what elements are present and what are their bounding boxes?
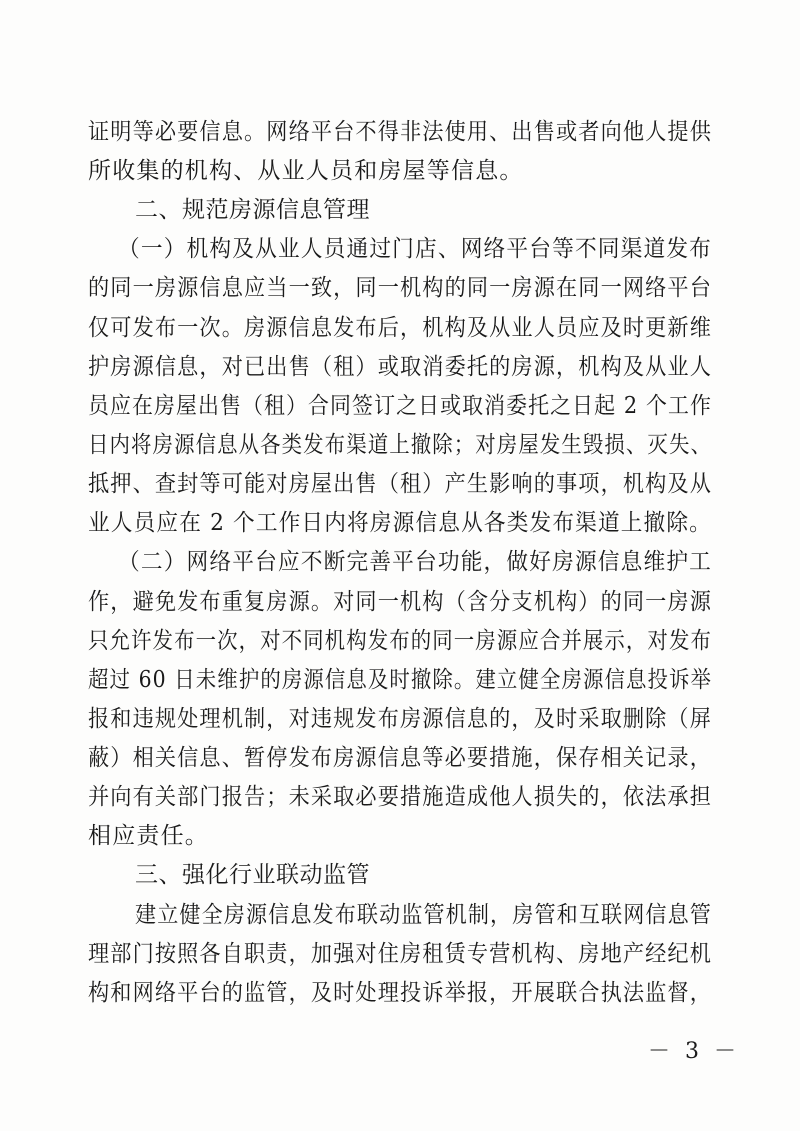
line-text: 只允许发布一次，对不同机构发布的同一房源应合并展示，对发布 xyxy=(88,628,712,654)
text-line xyxy=(0,308,800,348)
line-text: 员应在房屋出售（租）合同签订之日或取消委托之日起 2 个工作 xyxy=(88,393,713,419)
text-line xyxy=(0,229,800,269)
line-text: 蔽）相关信息、暂停发布房源信息等必要措施，保存相关记录， xyxy=(88,745,713,771)
text-line xyxy=(0,660,800,700)
text-line xyxy=(0,112,800,152)
line-text: 的同一房源信息应当一致，同一机构的同一房源在同一网络平台 xyxy=(88,275,713,301)
line-text: （二）网络平台应不断完善平台功能，做好房源信息维护工 xyxy=(118,549,713,575)
text-line xyxy=(0,503,800,543)
line-text: 护房源信息，对已出售（租）或取消委托的房源，机构及从业人 xyxy=(88,354,713,380)
section-heading-text: 二、规范房源信息管理 xyxy=(135,197,370,223)
text-line xyxy=(0,934,800,974)
line-text: 抵押、查封等可能对房屋出售（租）产生影响的事项，机构及从 xyxy=(88,471,713,497)
section-heading xyxy=(0,855,800,895)
text-line xyxy=(0,542,800,582)
line-text: 报和违规处理机制，对违规发布房源信息的，及时采取删除（屏 xyxy=(88,706,713,732)
line-text: 理部门按照各自职责，加强对住房租赁专营机构、房地产经纪机 xyxy=(88,941,713,967)
text-line xyxy=(0,425,800,465)
text-line xyxy=(0,347,800,387)
line-text: （一）机构及从业人员通过门店、网络平台等不同渠道发布 xyxy=(118,236,713,262)
text-line xyxy=(0,973,800,1013)
text-line xyxy=(0,895,800,935)
text-line xyxy=(0,699,800,739)
page-number: － 3 － xyxy=(648,1039,740,1064)
line-text: 构和网络平台的监管，及时处理投诉举报，开展联合执法监督， xyxy=(88,980,713,1006)
text-line xyxy=(0,268,800,308)
text-line xyxy=(0,621,800,661)
line-text: 业人员应在 2 个工作日内将房源信息从各类发布渠道上撤除。 xyxy=(88,510,712,536)
section-heading xyxy=(0,190,800,230)
text-line xyxy=(0,738,800,778)
section-heading-text: 三、强化行业联动监管 xyxy=(135,862,370,888)
text-line xyxy=(0,151,800,191)
text-line xyxy=(0,582,800,622)
text-line xyxy=(0,464,800,504)
line-text: 仅可发布一次。房源信息发布后，机构及从业人员应及时更新维 xyxy=(88,315,713,341)
line-text: 证明等必要信息。网络平台不得非法使用、出售或者向他人提供 xyxy=(88,119,713,145)
text-line xyxy=(0,816,800,856)
line-text: 建立健全房源信息发布联动监管机制，房管和互联网信息管 xyxy=(135,902,712,928)
text-line xyxy=(0,777,800,817)
line-text: 作，避免发布重复房源。对同一机构（含分支机构）的同一房源 xyxy=(88,589,713,615)
line-text: 超过 60 日未维护的房源信息及时撤除。建立健全房源信息投诉举 xyxy=(88,667,713,693)
line-text: 并向有关部门报告；未采取必要措施造成他人损失的，依法承担 xyxy=(88,784,713,810)
line-text: 相应责任。 xyxy=(88,823,209,849)
line-text: 所收集的机构、从业人员和房屋等信息。 xyxy=(88,158,524,184)
text-line xyxy=(0,386,800,426)
line-text: 日内将房源信息从各类发布渠道上撤除；对房屋发生毁损、灭失、 xyxy=(88,432,712,458)
